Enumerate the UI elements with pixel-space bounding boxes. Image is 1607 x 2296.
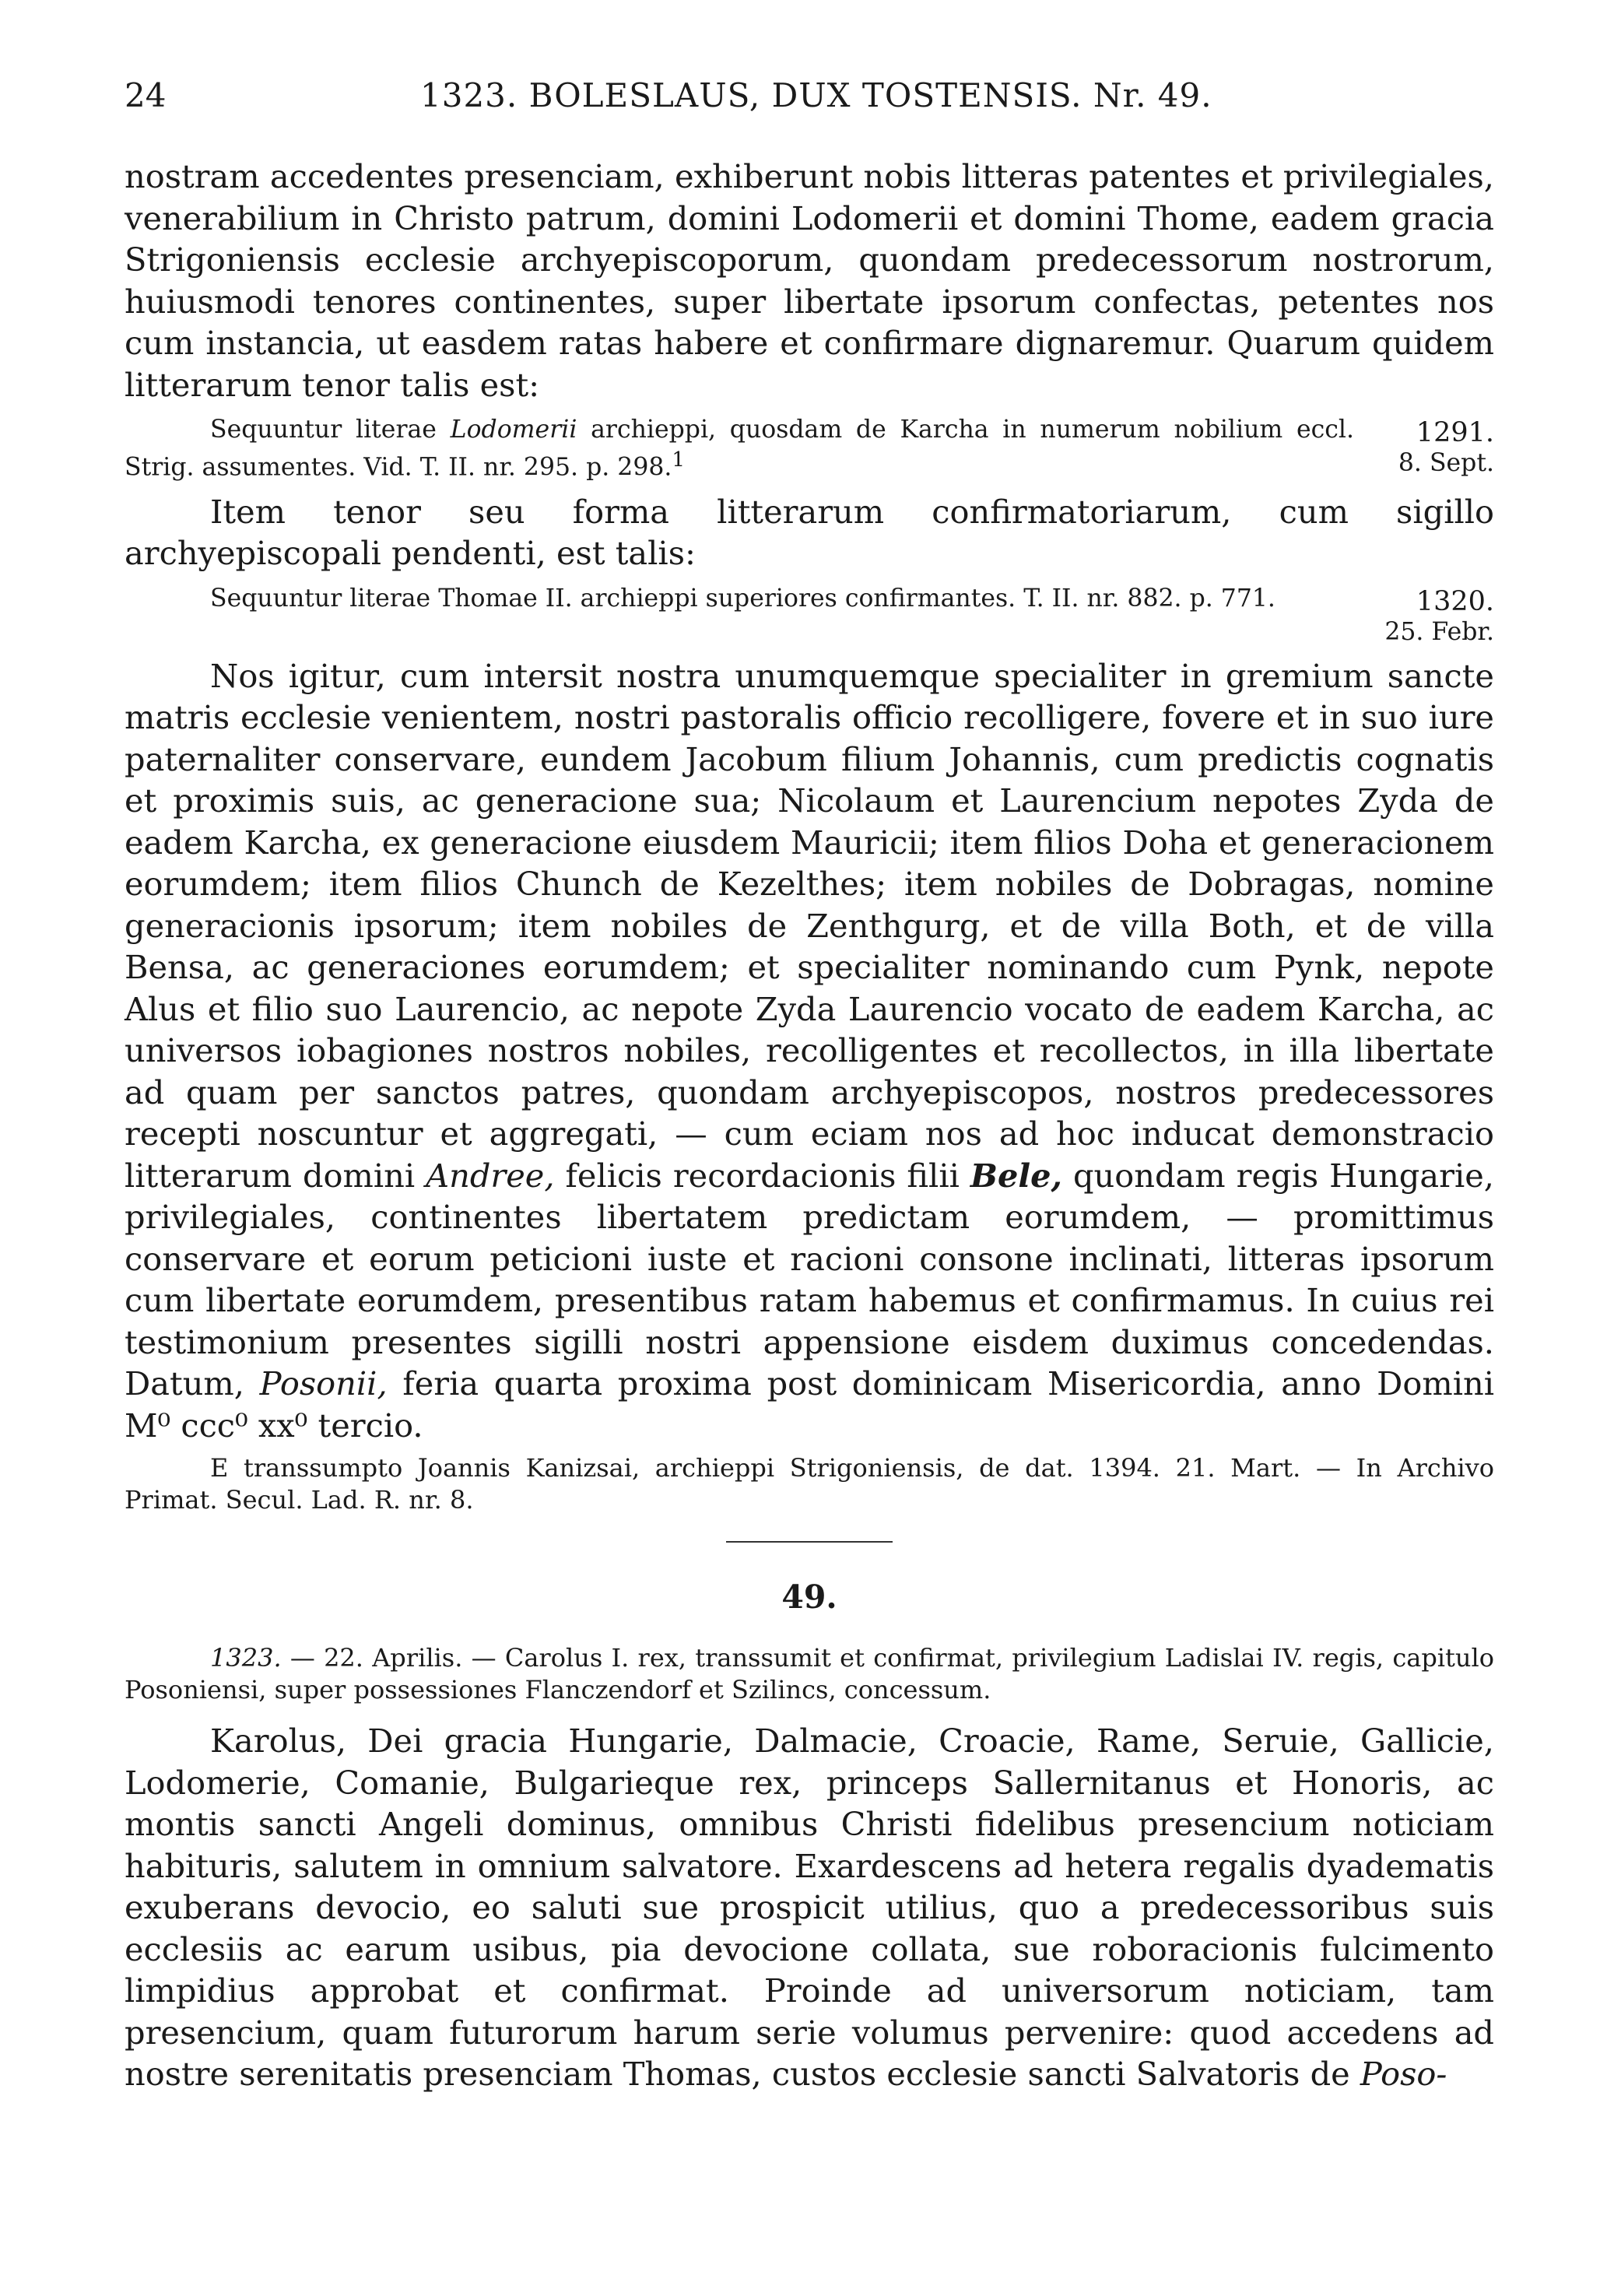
regest-year: 1323. [210, 1643, 282, 1673]
paragraph-text: Nos igitur, cum intersit nostra unumquemque specialiter in gremium sancte matris ecclesie venientem, nostri pastoralis officio recolligere, fovere et in suo iure paternaliter conservare, eundem Jacobum filium Johannis, cum predictis cognatis et proximis suis, ac generacione sua; Nicolaum et Laurencium nepotes Zyda de eadem Karcha, ex generacione eiusdem Mauricii; item filios Doha et generacionem eorumdem; item filios Chunch de Kezelthes; item nobiles de Dobragas, nomine generacionis ipsorum; item nobiles de Zenthgurg, et de villa Both, et de villa Bensa, ac generaciones eorumdem; et specialiter nominando cum Pynk, nepote Alus et filio suo Laurencio, ac nepote Zyda Laurencio vocato de eadem Karcha, ac universos iobagiones nostros nobiles, recolligentes et recollectos, in illa libertate ad quam per sanctos patres, quondam archyepiscopos, nostros predecessores recepti noscuntur et aggregati, — cum eciam nos ad hoc inducat demonstracio litterarum domini [125, 656, 1494, 1195]
margin-year: 1320. [1416, 585, 1494, 617]
paragraph-text: quondam regis Hungarie, privilegiales, continentes libertatem predictam eorumdem, — promittimus conservare et eorum peticioni iuste et racioni consone inclinati, litteras ipsorum cum libertate eorumdem, presentibus ratam habemus et confirmamus. In cuius rei testimonium presentes sigilli nostri appensione eisdem duximus concedendas. Datum, [125, 1156, 1494, 1403]
margin-year: 1291. [1416, 417, 1494, 448]
page-number: 24 [125, 76, 167, 114]
insertion-note-thomae [125, 584, 1494, 648]
source-note: E transsumpto Joannis Kanizsai, archieppi Strigoniensis, de dat. 1394. 21. Mart. — In Archivo Primat. Secul. Lad. R. nr. 8. [125, 1453, 1494, 1515]
regest-text: — 22. Aprilis. — Carolus I. rex, transsumit et confirmat, privilegium Ladislai IV. regis, capitulo Posoniensi, super possessiones Flanczendorf et Szilincs, concessum. [125, 1643, 1495, 1704]
place-posonii: Posonii, [259, 1364, 388, 1403]
margin-date [1377, 584, 1494, 648]
paragraph-karolus [125, 1720, 1494, 2095]
note-text: Sequuntur literae [210, 416, 437, 444]
running-head [125, 76, 1494, 123]
note-text: archieppi, quosdam de Karcha in numerum nobilium eccl. Strig. assumentes. Vid. T. II. nr. 295. p. 298. [125, 416, 1354, 482]
margin-day: 8. Sept. [1398, 449, 1494, 477]
paragraph-text: feria quarta proxima post dominicam Misericordia, anno Domini M⁰ ccc⁰ xx⁰ tercio. [125, 1364, 1494, 1445]
footnote-marker: 1 [672, 448, 686, 472]
insertion-note-lodomerii [125, 415, 1494, 483]
paragraph-nos-igitur [125, 655, 1494, 1447]
paragraph-continued [125, 156, 1494, 405]
text-body [125, 156, 1494, 2095]
paragraph-text: Karolus, Dei gracia Hungarie, Dalmacie, Croacie, Rame, Seruie, Gallicie, Lodomerie, Comanie, Bulgarieque rex, princeps Sallernitanus et Honoris, ac montis sancti Angeli dominus, omnibus Christi fidelibus presencium noticiam habituris, salutem in omnium salvatore. Exardescens ad hetera regalis dyadematis exuberans devocio, eo saluti sue prospicit utilius, quo a predecessoribus suis ecclesiis ac earum usibus, pia devocione collata, sue roboracionis fulcimento limpidius approbat et confirmat. Proinde ad universorum noticiam, tam presencium, quam futurorum harum serie volumus pervenire: quod accedens ad nostre serenitatis presenciam Thomas, custos ecclesie sancti Salvatoris de [125, 1722, 1494, 2093]
section-divider [726, 1541, 893, 1543]
insertion-note-text [125, 415, 1377, 483]
margin-day: 25. Febr. [1384, 617, 1494, 646]
paragraph-item-tenor: Item tenor seu forma litterarum confirmatoriarum, cum sigillo archyepiscopali pendenti, est talis: [125, 492, 1494, 572]
paragraph-text: felicis recordacionis filii [565, 1156, 960, 1195]
insertion-note-text: Sequuntur literae Thomae II. archieppi superiores confirmantes. T. II. nr. 882. p. 771. [210, 584, 1275, 613]
place-poso: Poso- [1360, 2055, 1447, 2093]
name-andree: Andree, [426, 1156, 555, 1195]
paragraph-text: nostram accedentes presenciam, exhiberunt nobis litteras patentes et privilegiales, venerabilium in Christo patrum, domini Lodomerii et domini Thome, eadem gracia Strigoniensis ecclesie archyepiscoporum, quondam predecessorum nostrorum, huiusmodi tenores continentes, super libertate ipsorum confectas, petentes nos cum instancia, ut easdem ratas habere et confirmare dignaremur. Quarum quidem litterarum tenor talis est: [125, 157, 1494, 404]
name-bele: Bele, [970, 1156, 1062, 1195]
running-title: 1323. BOLESLAUS, DUX TOSTENSIS. Nr. 49. [420, 76, 1212, 114]
regest-summary [125, 1642, 1494, 1706]
note-name: Lodomerii [450, 416, 577, 444]
margin-date [1377, 415, 1494, 483]
document-number: 49. [781, 1578, 837, 1616]
